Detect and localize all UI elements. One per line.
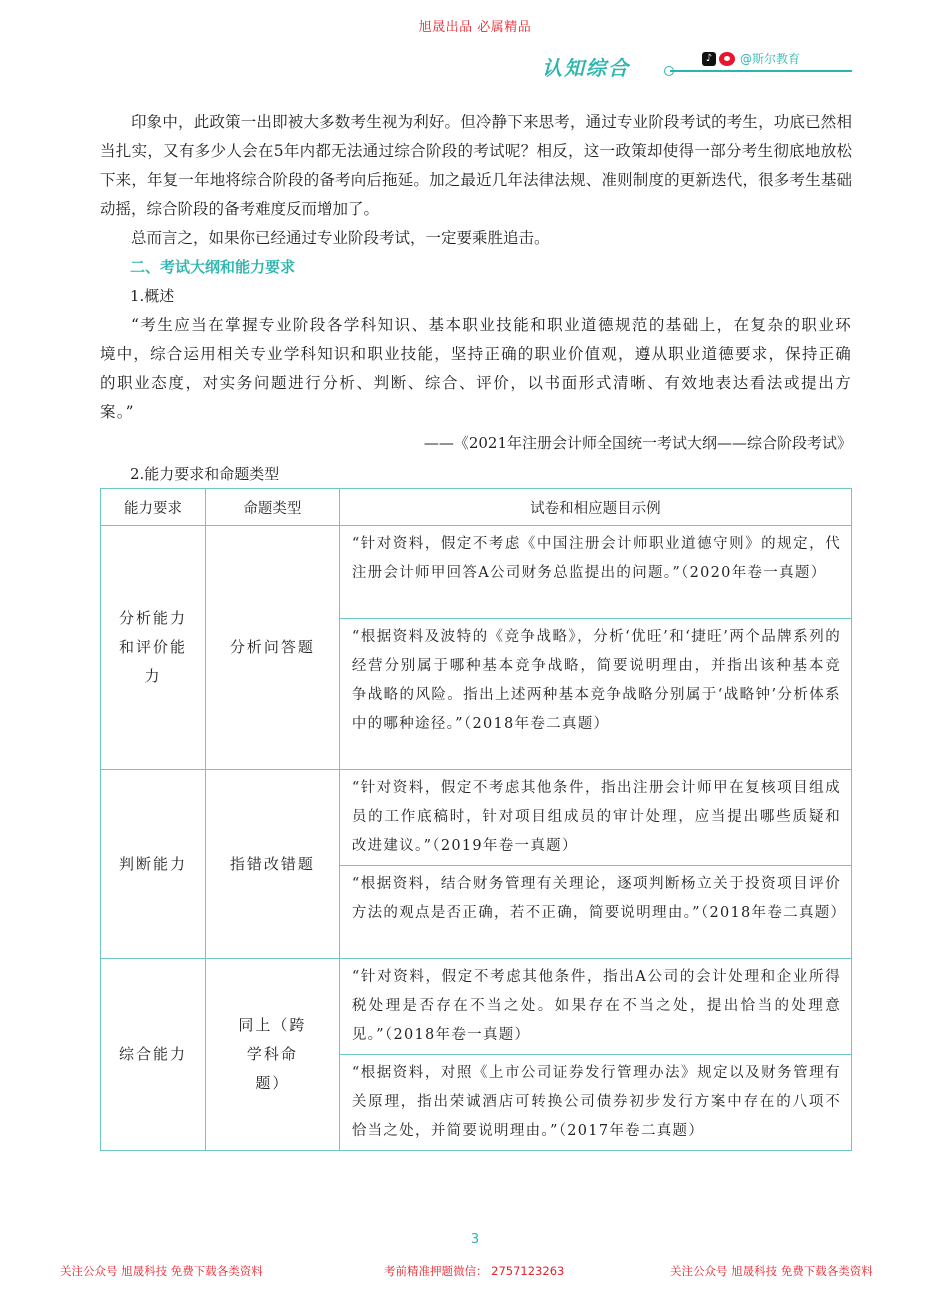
footer-right: 关注公众号 旭晟科技 免费下载各类资料 [670, 1264, 873, 1278]
social-bar [702, 50, 800, 67]
ability-label: 分析能力和评价能力 [118, 609, 187, 685]
table-row [101, 770, 852, 866]
page-number: 3 [470, 1232, 480, 1247]
example-cell: “根据资料，对照《上市公司证券发行管理办法》规定以及财务管理有关原理，指出荣诚酒店可转换公司债券初步发行方案中存在的八项不恰当之处，并简要说明理由。”（2017年卷二真题） [339, 1055, 851, 1151]
table-row [101, 959, 852, 1055]
ability-cell [101, 959, 206, 1151]
example-cell: “根据资料，结合财务管理有关理论，逐项判断杨立关于投资项目评价方法的观点是否正确，若不正确，简要说明理由。”（2018年卷二真题） [339, 866, 851, 959]
tiktok-icon: ♪ [702, 52, 716, 66]
type-label: 指错改错题 [229, 854, 315, 873]
ability-label: 判断能力 [118, 854, 187, 873]
example-cell: “针对资料，假定不考虑其他条件，指出A公司的会计处理和企业所得税处理是否存在不当之处。如果存在不当之处，提出恰当的处理意见。”（2018年卷一真题） [339, 959, 851, 1055]
footer-left: 关注公众号 旭晟科技 免费下载各类资料 [60, 1264, 263, 1278]
example-cell: “针对资料，假定不考虑其他条件，指出注册会计师甲在复核项目组成员的工作底稿时，针对项目组成员的审计处理，应当提出哪些质疑和改进建议。”（2019年卷一真题） [339, 770, 851, 866]
table-header-row [101, 489, 852, 526]
footer-center: 考前精准押题微信： 2757123263 [384, 1264, 565, 1278]
ability-cell [101, 770, 206, 959]
social-handle: @斯尔教育 [740, 52, 801, 66]
type-label: 同上（跨学科命题） [238, 1016, 307, 1092]
ability-table [100, 488, 852, 1151]
type-cell [205, 770, 339, 959]
column-header: 试卷和相应题目示例 [339, 489, 851, 526]
weibo-icon [719, 52, 735, 66]
paragraph: 总而言之，如果你已经通过专业阶段考试，一定要乘胜追击。 [131, 229, 550, 247]
table-title: 2.能力要求和命题类型 [130, 465, 280, 483]
syllabus-quote: “考生应当在掌握专业阶段各学科知识、基本职业技能和职业道德规范的基础上，在复杂的职业环境中，综合运用相关专业学科知识和职业技能，坚持正确的职业价值观，遵从职业道德要求，保持正确的职业态度，对实务问题进行分析、判断、综合、评价，以书面形式清晰、有效地表达看法或提出方案。” [100, 316, 852, 421]
quote-source: ——《2021年注册会计师全国统一考试大纲——综合阶段考试》 [423, 434, 852, 452]
ability-label: 综合能力 [118, 1045, 187, 1063]
column-header: 命题类型 [205, 489, 339, 526]
paragraph: 印象中，此政策一出即被大多数考生视为利好。但冷静下来思考，通过专业阶段考试的考生，功底已然相当扎实，又有多少人会在5年内都无法通过综合阶段的考试呢？相反，这一政策却使得一部分考生彻底地放松下来，年复一年地将综合阶段的备考向后拖延。加之最近几年法律法规、准则制度的更新迭代，很多考生基础动摇，综合阶段的备考难度反而增加了。 [100, 113, 852, 218]
example-cell: “根据资料及波特的《竞争战略》，分析‘优旺’和‘捷旺’两个品牌系列的经营分别属于哪种基本竞争战略，简要说明理由，并指出该种基本竞争战略的风险。指出上述两种基本竞争战略分别属于‘战略钟’分析体系中的哪种途径。”（2018年卷二真题） [339, 619, 851, 770]
overview-title: 1.概述 [130, 287, 175, 305]
column-header: 能力要求 [101, 489, 206, 526]
type-cell [205, 959, 339, 1151]
section-heading: 二、考试大纲和能力要求 [130, 258, 296, 276]
type-label: 分析问答题 [229, 638, 315, 656]
example-cell: “针对资料，假定不考虑《中国注册会计师职业道德守则》的规定，代注册会计师甲回答A公司财务总监提出的问题。”（2020年卷一真题） [339, 526, 851, 619]
type-cell [205, 526, 339, 770]
header-title: 认知综合 [542, 56, 630, 80]
main-content [100, 108, 852, 489]
header-line [670, 70, 852, 72]
ability-cell [101, 526, 206, 770]
table-row [101, 526, 852, 619]
top-banner: 旭晟出品 必属精品 [418, 20, 532, 35]
